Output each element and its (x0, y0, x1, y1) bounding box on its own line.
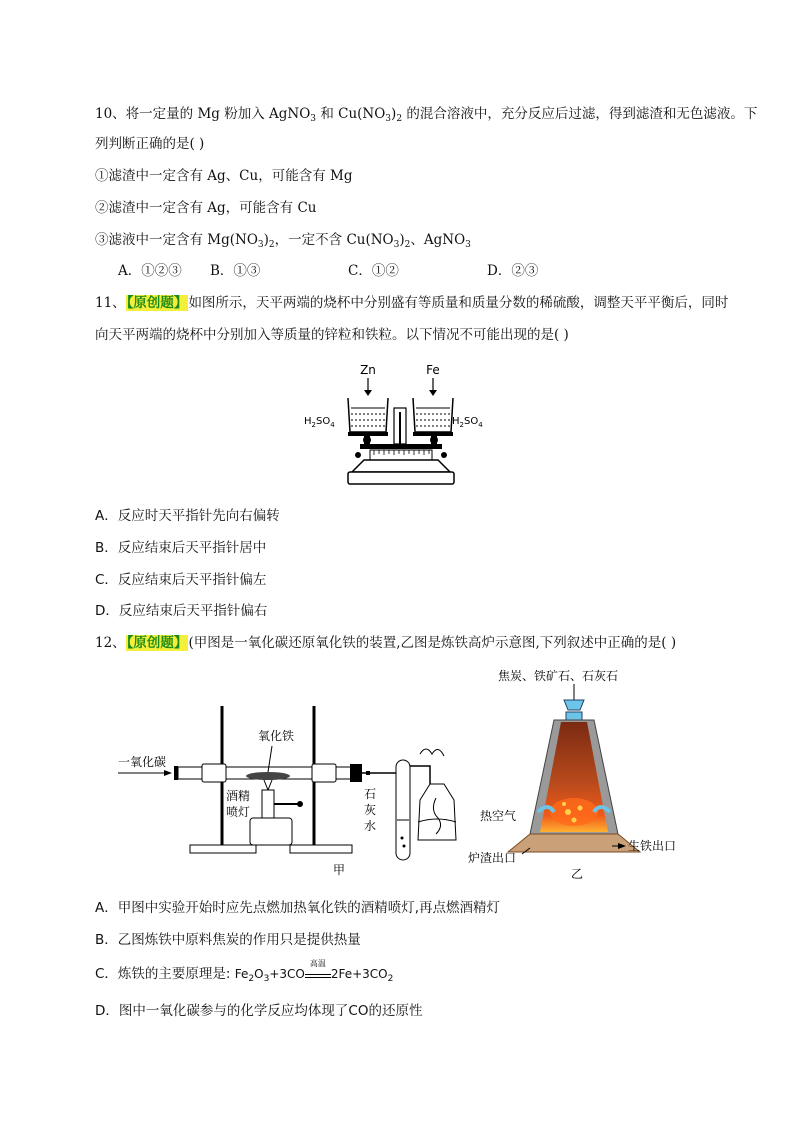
left-beaker (348, 398, 388, 432)
q12-option-a: A．甲图中实验开始时应先点燃加热氧化铁的酒精喷灯,再点燃酒精灯 (95, 900, 501, 916)
iron-outlet-label: 生铁出口 (628, 839, 677, 853)
raw-materials-label: 焦炭、铁矿石、石灰石 (498, 669, 619, 683)
right-acid-label: $H_2SO_4$ (452, 416, 483, 429)
q12-original-tag: 【原创题】 (126, 635, 188, 651)
q12-equation-left: $Fe_2O_3+3CO$ (234, 967, 305, 984)
q10-stem-line1: 10、将一定量的 Mg 粉加入 AgNO$_3$ 和 $Cu(NO_3)_2$ 的混合溶液中，充分反应后过滤，得到滤渣和无色滤液。下 (95, 106, 758, 124)
lime-label-3: 水 (364, 819, 377, 833)
q12-option-c (95, 959, 394, 989)
q12-equation-condition: 高温 (305, 968, 331, 978)
alcohol-lamp (418, 784, 456, 840)
co-label: 一氧化碳 (118, 755, 167, 769)
co-reduction-apparatus-figure (118, 700, 480, 880)
balance-figure (300, 360, 500, 490)
balance-beam (360, 444, 442, 449)
figure-yi-caption: 乙 (571, 867, 584, 881)
q12-option-c-prefix: C．炼铁的主要原理是: (95, 966, 235, 982)
q12-option-d: D．图中一氧化碳参与的化学反应均体现了CO的还原性 (95, 1003, 423, 1019)
right-beaker (413, 398, 453, 432)
q11-option-c: C．反应结束后天平指针偏左 (95, 572, 267, 588)
q10-option-c: C．①② (348, 263, 399, 279)
q12-stem (95, 633, 676, 653)
iron-oxide-powder (246, 772, 290, 780)
zn-label: Zn (360, 363, 376, 377)
q10-statement-3: ③滤液中一定含有 $Mg(NO_3)_2$，一定不含 $Cu(NO_3)_2$、AgNO$_3$ (95, 232, 471, 250)
q10-stem-line2: 列判断正确的是( ) (95, 136, 205, 152)
lime-label-2: 灰 (364, 803, 377, 817)
right-stand-base (290, 845, 352, 853)
q12-option-b: B．乙图炼铁中原料焦炭的作用只是提供热量 (95, 932, 361, 948)
q11-option-a: A．反应时天平指针先向右偏转 (95, 508, 280, 524)
q12-stem-text: (甲图是一氧化碳还原氧化铁的装置,乙图是炼铁高炉示意图,下列叙述中正确的是( ) (188, 635, 677, 651)
q11-stem-line1 (95, 293, 728, 313)
blast-burner (262, 790, 274, 818)
hot-air-label: 热空气 (480, 809, 517, 823)
q10-option-a: A．①②③ (118, 263, 182, 279)
q10-option-b: B．①③ (210, 263, 261, 279)
q11-stem-text: 如图所示，天平两端的烧杯中分别盛有等质量和质量分数的稀硫酸，调整天平平衡后，同时 (188, 295, 729, 311)
slag-outlet-label: 炉渣出口 (468, 851, 517, 865)
figure-jia-caption: 甲 (333, 863, 346, 877)
blast-furnace-figure (468, 662, 688, 884)
q11-number: 11、 (95, 295, 126, 311)
lamp-label-2: 喷灯 (226, 805, 251, 819)
left-acid-label: $H_2SO_4$ (304, 416, 335, 429)
q11-original-tag: 【原创题】 (126, 295, 188, 311)
fe-label: Fe (426, 363, 440, 377)
q11-option-b: B．反应结束后天平指针居中 (95, 540, 267, 556)
q10-option-d: D．②③ (487, 263, 539, 279)
q12-number: 12、 (95, 635, 126, 651)
q10-statement-2: ②滤渣中一定含有 Ag，可能含有 Cu (95, 200, 317, 216)
q12-equation-right: $2Fe+3CO_2$ (330, 967, 394, 984)
lime-label-1: 石 (364, 787, 377, 801)
balance-base (352, 460, 450, 472)
q11-stem-line2: 向天平两端的烧杯中分别加入等质量的锌粒和铁粒。以下情况不可能出现的是( ) (95, 327, 569, 343)
furnace-hopper (564, 700, 584, 710)
q11-option-d: D．反应结束后天平指针偏右 (95, 603, 268, 619)
left-stand-base (190, 845, 256, 853)
iron-oxide-label: 氧化铁 (258, 729, 295, 743)
lamp-label-1: 酒精 (226, 789, 251, 803)
q10-statement-1: ①滤渣中一定含有 Ag、Cu，可能含有 Mg (95, 168, 353, 184)
